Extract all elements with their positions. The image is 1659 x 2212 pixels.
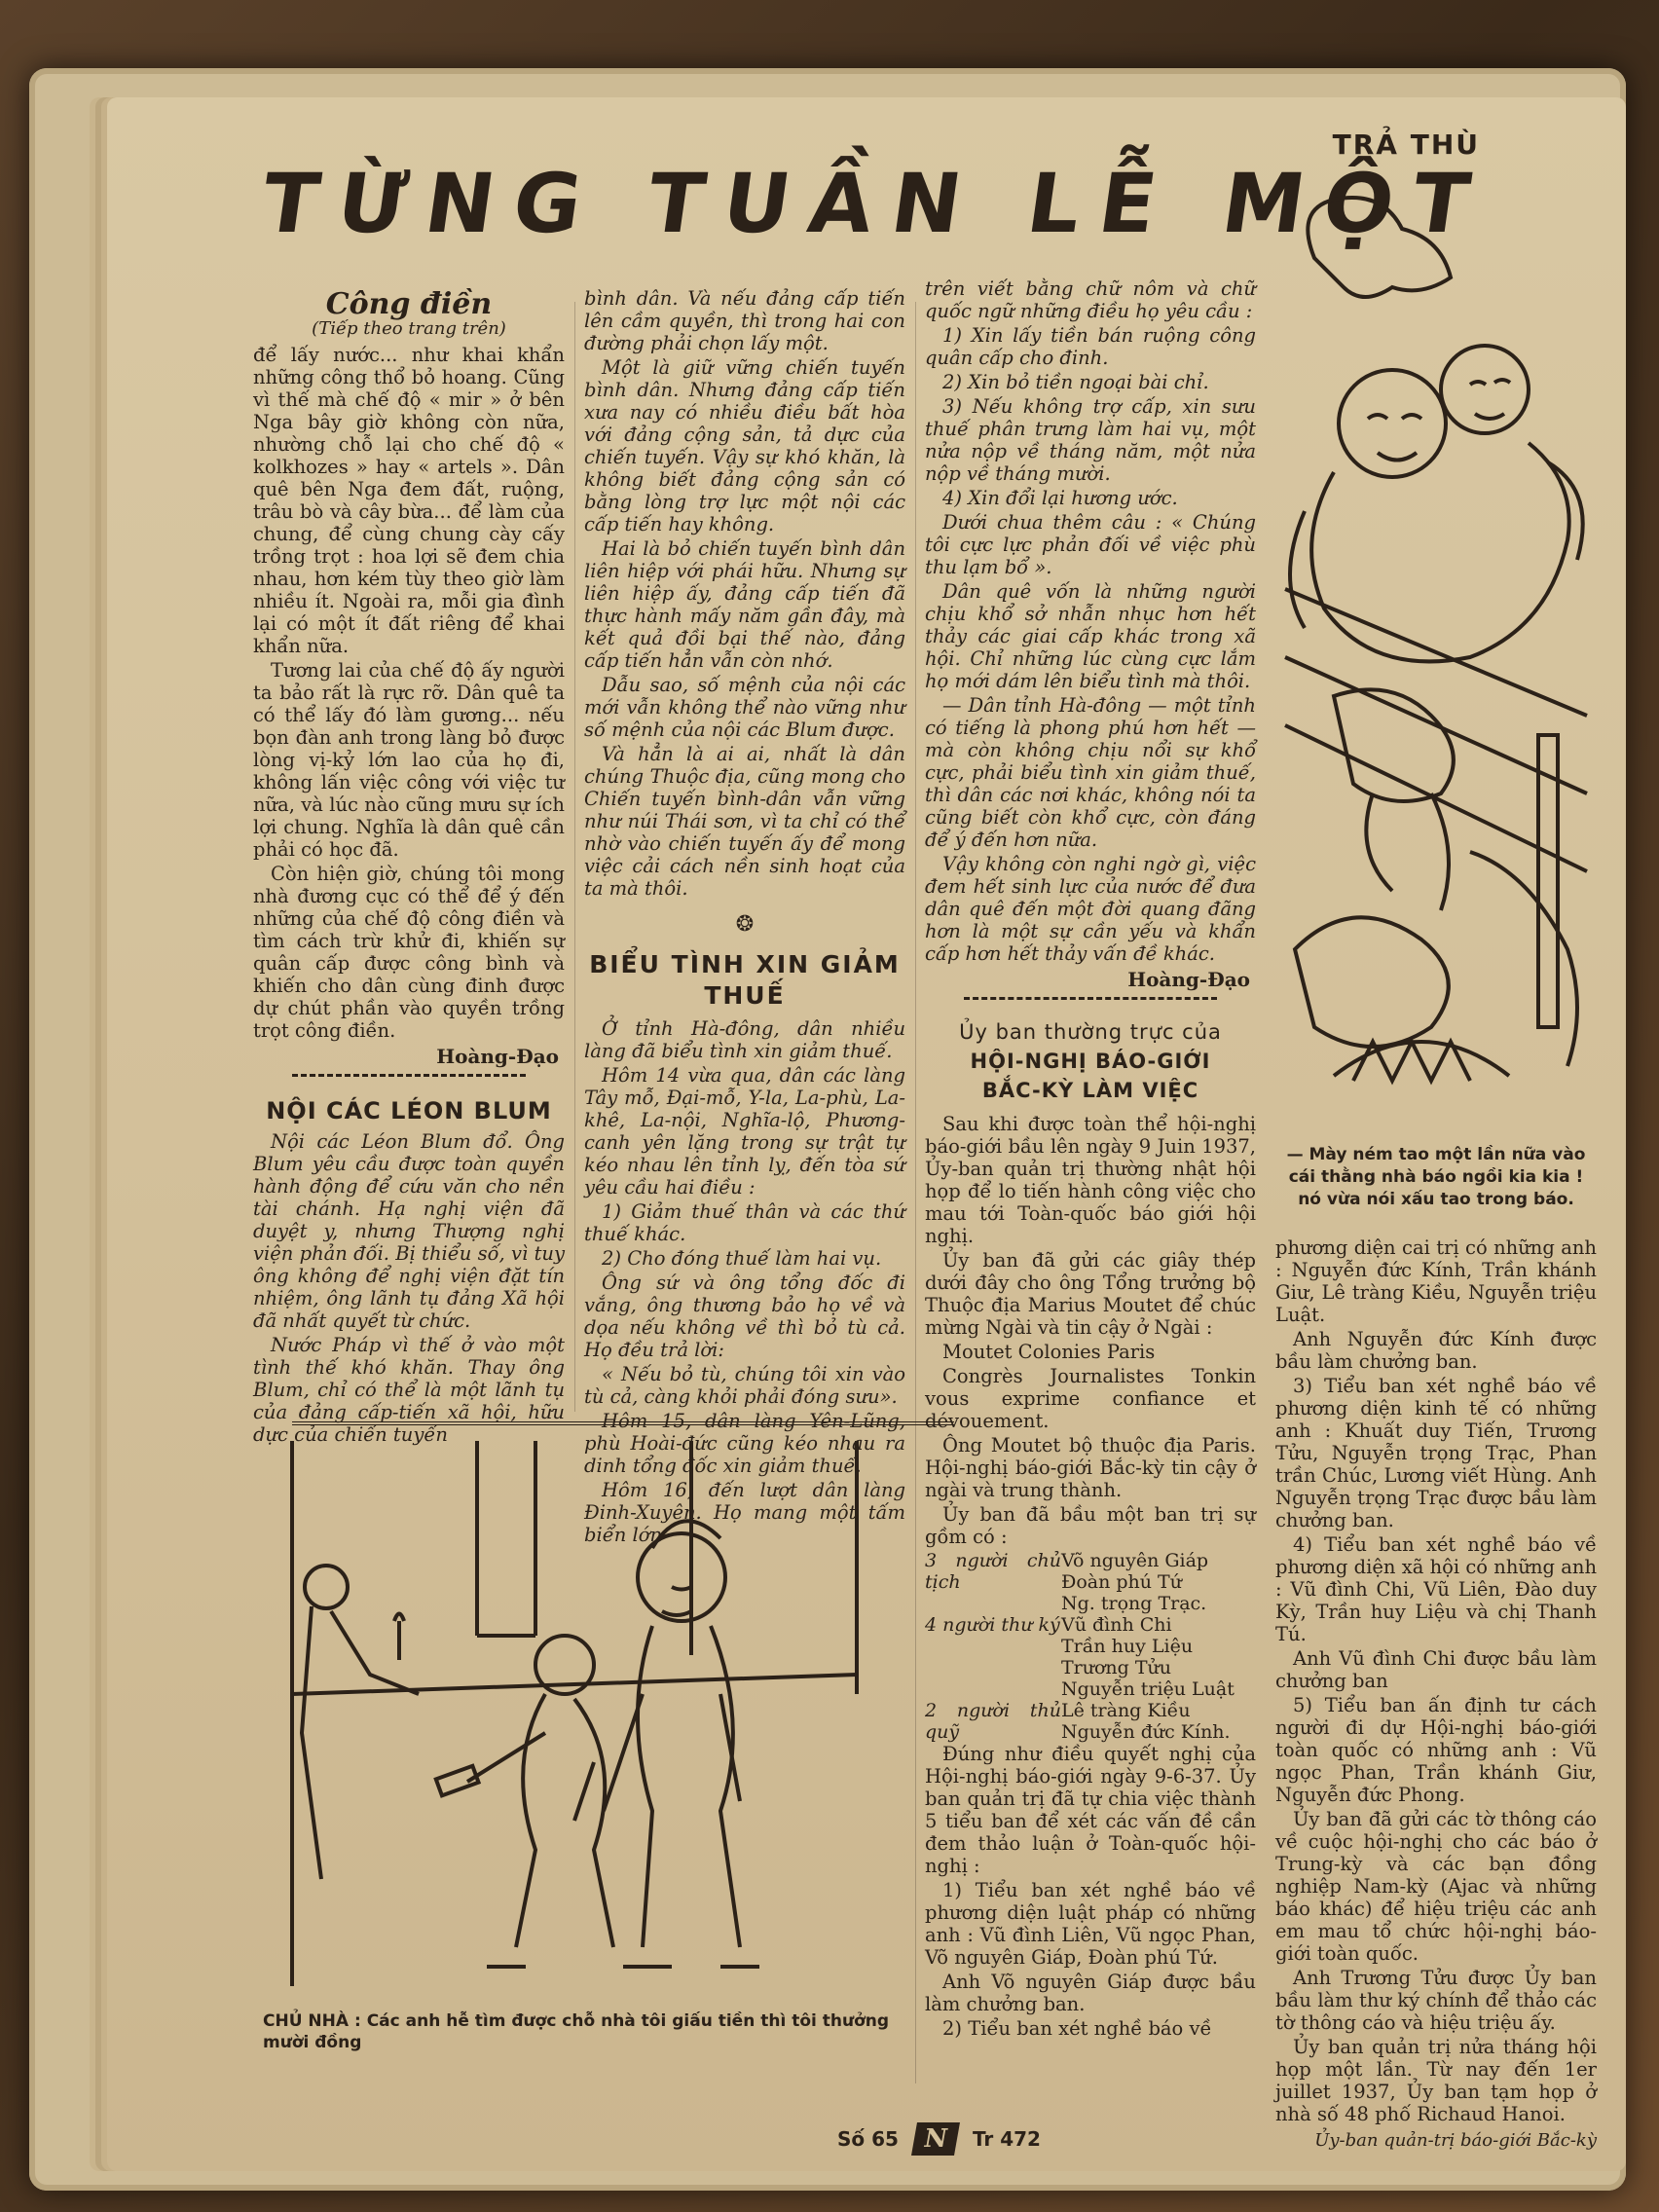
- paragraph: Ở tỉnh Hà-đông, dân nhiều làng đã biểu tình xin giảm thuế.: [584, 1017, 905, 1062]
- paragraph: phương diện cai trị có những anh : Nguyễn đức Kính, Trần khánh Giư, Lê tràng Kiều, Nguyễn triệu Luật.: [1275, 1236, 1597, 1326]
- paragraph: Và hẳn là ai ai, nhất là dân chúng Thuộc địa, cũng mong cho Chiến tuyến bình-dân vẫn vững như núi Thái sơn, vì ta chỉ có thể nhờ vào chiến tuyến ấy để mong việc cải cách nền sinh hoạt của ta mà thôi.: [584, 743, 905, 900]
- paragraph: Ủy ban đã gửi các tờ thông cáo về cuộc hội-nghị cho các báo ở Trung-kỳ và các bạn đồng nghiệp Nam-kỳ (Ajac và những báo khác) để hiệu triệu các anh em mau tổ chức hội-nghị báo-giới toàn quốc.: [1275, 1808, 1597, 1965]
- boxing-cartoon: [1275, 170, 1597, 1144]
- column-rule: [574, 302, 575, 1412]
- paragraph: 3) Nếu không trợ cấp, xin sưu thuế phân trưng làm hai vụ, một nửa nộp về tháng năm, một nửa nộp về tháng mười.: [925, 395, 1256, 485]
- newspaper-logo-icon: N: [911, 2122, 960, 2156]
- paragraph: Ủy ban quản trị nửa tháng hội họp một lần. Từ nay đến 1er juillet 1937, Ủy ban tạm họp ở nhà số 48 phố Richaud Hanoi.: [1275, 2036, 1597, 2125]
- paragraph: Dân quê vốn là những người chịu khổ sở nhẫn nhục hơn hết thảy các giai cấp khác trong xã hội. Chỉ những lúc cùng cực lắm họ mới dám lên biểu tình mà thôi.: [925, 580, 1256, 692]
- paragraph: — Dân tỉnh Hà-đông — một tỉnh có tiếng là phong phú hơn hết — mà còn không chịu nổi sự khổ cực, phải biểu tình xin giảm thuế, thì dân các nơi khác, không nói ta cũng biết còn khổ cực, còn đáng để ý đến hơn nữa.: [925, 694, 1256, 851]
- paragraph: 3) Tiểu ban xét nghề báo về phương diện kinh tế có những anh : Khuất duy Tiến, Trương Tửu, Nguyễn trọng Trạc, Phan trần Chúc, Lương viết Hùng. Anh Nguyễn trọng Trạc được bầu làm chưởng ban.: [1275, 1375, 1597, 1531]
- member-names: [1061, 1614, 1256, 1700]
- page-footer: [837, 2122, 1041, 2156]
- masthead: TỪNG TUẦN LỄ MỘT: [256, 156, 1495, 251]
- paragraph: Hôm 14 vừa qua, dân các làng Tây mỗ, Đại-mỗ, Y-la, La-phù, La-khê, La-nội, Nghĩa-lộ, Phương-canh yên lặng trong sự trật tự kéo nhau lên tỉnh lỵ, đến tòa sứ yêu cầu hai điều :: [584, 1064, 905, 1198]
- paragraph: Hôm 15, dân làng Yên-Lũng, phù Hoài-đức cũng kéo nhau ra dinh tổng đốc xin giảm thuế.: [584, 1410, 905, 1477]
- paragraph: Ông Moutet bộ thuộc địa Paris. Hội-nghị báo-giới Bắc-kỳ tin cậy ở ngài và trung thành.: [925, 1434, 1256, 1501]
- article-subtitle: (Tiếp theo trang trên): [312, 318, 506, 339]
- divider: [964, 997, 1217, 1010]
- list-item: [925, 1550, 1256, 1614]
- paragraph: 2) Cho đóng thuế làm hai vụ.: [602, 1247, 882, 1270]
- paragraph: Vậy không còn nghi ngờ gì, việc đem hết sinh lực của nước để đưa dân quê đến một đời quang đãng hơn là một sự cần yếu và khẩn cấp hơn hết thảy vấn đề khác.: [925, 853, 1256, 965]
- article-title-uy-ban: [925, 1017, 1256, 1105]
- ornament-icon: ❂: [735, 912, 755, 937]
- member-name: Nguyễn triệu Luật: [1061, 1678, 1235, 1700]
- paragraph: trên viết bằng chữ nôm và chữ quốc ngữ những điều họ yêu cầu :: [925, 277, 1256, 322]
- member-name: Đoàn phú Tứ: [1061, 1571, 1182, 1593]
- paragraph: Dẫu sao, số mệnh của nội các mới vẫn không thể nào vững như số mệnh của nội các Blum được.: [584, 674, 905, 741]
- member-name: Ng. trọng Trạc.: [1061, 1593, 1207, 1614]
- cartoon-caption: — Mày ném tao một lần nữa vào cái thằng nhà báo ngồi kia kia ! nó vừa nói xấu tao trong báo.: [1286, 1145, 1586, 1209]
- paragraph: 5) Tiểu ban ấn định tư cách người đi dự Hội-nghị báo-giới toàn quốc có những anh : Vũ ngọc Phan, Trần khánh Giư, Nguyễn đức Phong.: [1275, 1694, 1597, 1806]
- byline: Hoàng-Đạo: [1127, 968, 1250, 991]
- column-2: [584, 287, 905, 1548]
- article-title-blum: NỘI CÁC LÉON BLUM: [266, 1097, 552, 1124]
- member-name: Nguyễn đức Kính.: [1061, 1721, 1231, 1743]
- title-line: HỘI-NGHỊ BÁO-GIỚI: [970, 1050, 1211, 1073]
- member-name: Vũ đình Chi: [1061, 1614, 1172, 1636]
- member-name: Trương Tửu: [1061, 1657, 1172, 1678]
- member-name: Trần huy Liệu: [1061, 1636, 1194, 1657]
- column-rule: [915, 302, 916, 2083]
- cartoon-title: TRẢ THÙ: [1332, 129, 1480, 161]
- member-list: [925, 1550, 1256, 1743]
- member-names: [1061, 1550, 1256, 1614]
- divider: [292, 1074, 526, 1087]
- paragraph: 1) Xin lấy tiền bán ruộng công quân cấp cho đinh.: [925, 324, 1256, 369]
- paragraph: Dưới chua thêm câu : « Chúng tôi cực lực phản đối về việc phù thu lạm bổ ».: [925, 511, 1256, 578]
- member-role: 3 người chủ tịch: [925, 1550, 1061, 1593]
- member-names: [1061, 1700, 1256, 1743]
- paragraph: Đúng như điều quyết nghị của Hội-nghị báo-giới ngày 9-6-37. Ủy ban quản trị đã tự chia việc thành 5 tiểu ban để xét các vấn đề cần đem thảo luận ở Toàn-quốc hội-nghị :: [925, 1743, 1256, 1877]
- list-item: [925, 1614, 1256, 1700]
- paragraph: Ủy ban đã gửi các giây thép dưới đây cho ông Tổng trưởng bộ Thuộc địa Marius Moutet để chúc mừng Ngài và tin cậy ở Ngài :: [925, 1249, 1256, 1339]
- paragraph: Anh Nguyễn đức Kính được bầu làm chưởng ban.: [1275, 1328, 1597, 1373]
- paragraph: Ông sứ và ông tổng đốc đi vắng, ông thương bảo họ về và dọa nếu không về thì bỏ tù cả. Họ đều trả lời:: [584, 1272, 905, 1361]
- paragraph: Nước Pháp vì thế ở vào một tình thế khó khăn. Thay ông Blum, chỉ có thể là một lãnh tụ của đảng cấp-tiến xã hội, hữu dực của chiến tuyến: [253, 1334, 565, 1446]
- issue-number: Số 65: [837, 2127, 899, 2151]
- paragraph: Anh Vũ đình Chi được bầu làm chưởng ban: [1275, 1647, 1597, 1692]
- paragraph: 2) Xin bỏ tiền ngoại bài chỉ.: [942, 371, 1209, 393]
- member-name: Võ nguyên Giáp: [1061, 1550, 1209, 1571]
- member-role: 4 người thư ký: [925, 1614, 1060, 1636]
- divider: [292, 1421, 954, 1433]
- title-line: BẮC-KỲ LÀM VIỆC: [981, 1079, 1199, 1102]
- paragraph: 1) Tiểu ban xét nghề báo về phương diện luật pháp có những anh : Vũ đình Liên, Vũ ngọc Phan, Võ nguyên Giáp, Đoàn phú Tứ.: [925, 1879, 1256, 1969]
- paragraph: Congrès Journalistes Tonkin vous exprime confiance et dévouement.: [925, 1365, 1256, 1432]
- paragraph: Anh Trương Tửu được Ủy ban bầu làm thư ký chính để thảo các tờ thông cáo và hiệu triệu ấy.: [1275, 1967, 1597, 2034]
- article-title-cong-dien: Công điền: [325, 287, 493, 321]
- paragraph: để lấy nước... như khai khẩn những công thổ bỏ hoang. Cũng vì thế mà chế độ « mir » ở bên Nga bây giờ không còn nữa, nhường chỗ lại cho chế độ « kolkhozes » hay « artels ». Dân quê bên Nga đem đất, ruộng, trâu bò và cây bừa... để làm của chung, để cùng chung cày cấy trồng trọt : hoa lợi sẽ đem chia nhau, hơn kém tùy theo giờ làm nhiều ít. Ngoài ra, mỗi gia đình lại có một ít đất riêng để khai khẩn nữa.: [253, 344, 565, 657]
- paragraph: Moutet Colonies Paris: [942, 1341, 1156, 1363]
- paragraph: Tương lai của chế độ ấy người ta bảo rất là rực rỡ. Dân quê ta có thể lấy đó làm gương... nếu bọn đàn anh trong làng bỏ được lòng vị-kỷ lớn lao của họ đi, không lấn việc công với việc tư nữa, và lúc nào cũng mưu sự ích lợi chung. Nghĩa là dân quê cần phải có học đã.: [253, 659, 565, 861]
- paragraph: Hôm 16, đến lượt dân làng Đinh-Xuyên. Họ mang một tấm biển lớn: [584, 1479, 905, 1546]
- column-1: [253, 287, 565, 1448]
- column-4: [1275, 1236, 1597, 2152]
- page-number: Tr 472: [972, 2127, 1041, 2151]
- paragraph: Sau khi được toàn thể hội-nghị báo-giới bầu lên ngày 9 Juin 1937, Ủy-ban quản trị thường nhật hội họp để lo tiến hành công việc cho mau tới Toàn-quốc báo giới hội nghị.: [925, 1113, 1256, 1247]
- column-3: [925, 277, 1256, 2042]
- paragraph: 1) Giảm thuế thân và các thứ thuế khác.: [584, 1200, 905, 1245]
- paragraph: bình dân. Và nếu đảng cấp tiến lên cầm quyền, thì trong hai con đường phải chọn lấy một.: [584, 287, 905, 354]
- caption-speaker: CHỦ NHÀ :: [263, 2011, 361, 2031]
- member-name: Lê tràng Kiều: [1061, 1700, 1191, 1721]
- paragraph: Hai là bỏ chiến tuyến bình dân liên hiệp với phái hữu. Nhưng sự liên hiệp ấy, đảng cấp tiến đã thực hành mấy năm gần đây, mà kết quả đồi bại thế nào, đảng cấp tiến hẳn vẫn còn nhớ.: [584, 537, 905, 672]
- house-search-cartoon: [253, 1441, 915, 2006]
- signature: Ủy-ban quản-trị báo-giới Bắc-kỳ: [1314, 2130, 1597, 2151]
- title-line: Ủy ban thường trực của: [959, 1020, 1222, 1044]
- paragraph: Một là giữ vững chiến tuyến bình dân. Nhưng đảng cấp tiến xưa nay có nhiều điều bất hòa với đảng cộng sản, tả dực của chiến tuyến. Vậy sự khó khăn, là không biết đảng cộng sản có bằng lòng trợ lực một nội các cấp tiến hay không.: [584, 356, 905, 535]
- paragraph: « Nếu bỏ tù, chúng tôi xin vào tù cả, càng khỏi phải đóng sưu».: [584, 1363, 905, 1408]
- article-title-bieu-tinh: BIỂU TÌNH XIN GIẢM THUẾ: [589, 950, 901, 1010]
- paragraph: Còn hiện giờ, chúng tôi mong nhà đương cục có thể để ý đến những của chế độ công điền và tìm cách trừ khử đi, khiến sự quân cấp được công bình và khiến cho dân cùng đinh được dự chút phần vào quyền trồng trọt công điền.: [253, 863, 565, 1042]
- caption-text: Các anh hễ tìm được chỗ nhà tôi giấu tiền thì tôi thưởng mười đồng: [263, 2011, 890, 2052]
- paragraph: 2) Tiểu ban xét nghề báo về: [942, 2017, 1212, 2040]
- paragraph: Ủy ban đã bầu một ban trị sự gồm có :: [925, 1503, 1256, 1548]
- byline: Hoàng-Đạo: [436, 1045, 559, 1068]
- cartoon-caption: [263, 2010, 925, 2053]
- newspaper-page: [107, 97, 1626, 2171]
- paragraph: Anh Võ nguyên Giáp được bầu làm chưởng ban.: [925, 1971, 1256, 2015]
- paragraph: 4) Tiểu ban xét nghề báo về phương diện xã hội có những anh : Vũ đình Chi, Vũ Liên, Đào duy Kỳ, Trần huy Liệu và chị Thanh Tú.: [1275, 1533, 1597, 1645]
- member-role: 2 người thủ quỹ: [925, 1700, 1061, 1743]
- list-item: [925, 1700, 1256, 1743]
- paragraph: 4) Xin đổi lại hương ước.: [942, 487, 1178, 509]
- paragraph: Nội các Léon Blum đổ. Ông Blum yêu cầu được toàn quyền hành động để cứu văn cho nền tài chánh. Hạ nghị viện đã duyệt y, nhưng Thượng nghị viện phản đối. Bị thiểu số, vì tuy ông không để nghị viện đặt tín nhiệm, ông lãnh tụ đảng Xã hội đã nhất quyết từ chức.: [253, 1130, 565, 1332]
